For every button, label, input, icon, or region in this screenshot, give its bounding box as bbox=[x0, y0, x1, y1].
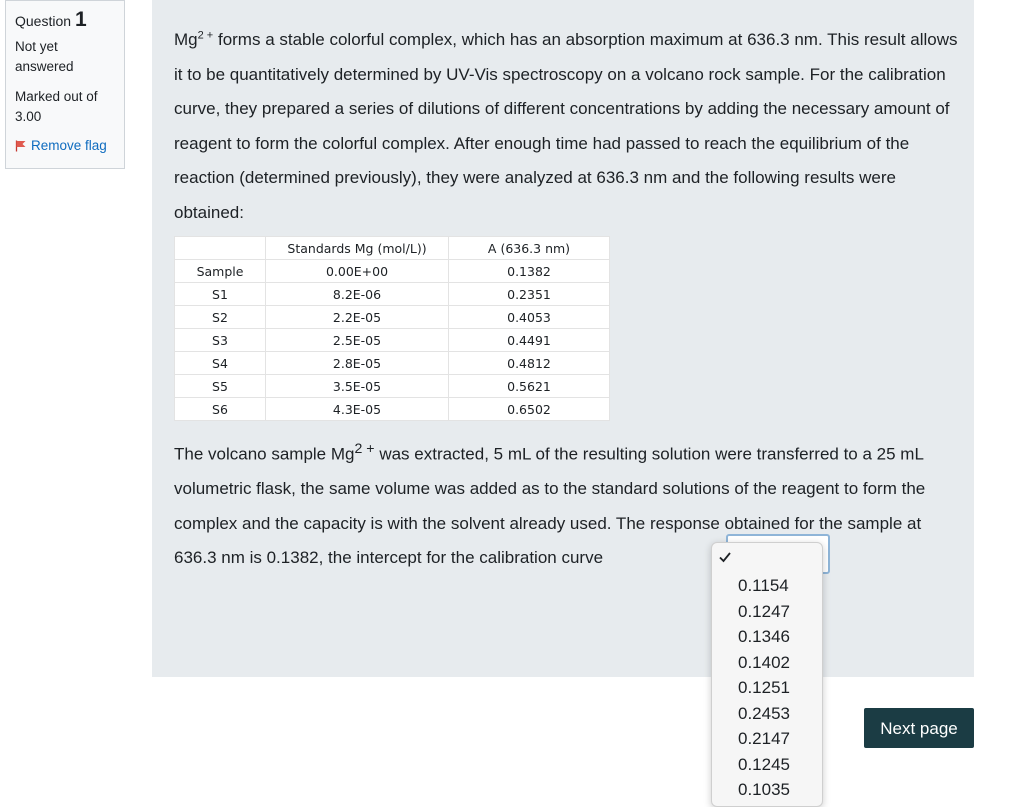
table-cell: 3.5E-05 bbox=[266, 375, 449, 398]
next-page-button[interactable]: Next page bbox=[864, 708, 974, 748]
dropdown-option[interactable]: 0.2147 bbox=[738, 729, 790, 748]
table-cell: Sample bbox=[175, 260, 266, 283]
table-cell: 0.1382 bbox=[449, 260, 610, 283]
dropdown-option[interactable]: 0.1346 bbox=[738, 627, 790, 646]
table-header-cell: Standards Mg (mol/L)) bbox=[266, 237, 449, 260]
table-cell: S2 bbox=[175, 306, 266, 329]
table-cell: 2.5E-05 bbox=[266, 329, 449, 352]
dropdown-option[interactable]: 0.1402 bbox=[738, 652, 790, 672]
table-cell: 2.8E-05 bbox=[266, 352, 449, 375]
table-cell: 2.2E-05 bbox=[266, 306, 449, 329]
table-cell: S4 bbox=[175, 352, 266, 375]
question-content bbox=[152, 0, 974, 677]
table-row bbox=[175, 260, 610, 283]
table-row bbox=[175, 306, 610, 329]
table-header-cell bbox=[175, 237, 266, 260]
question-followup-text: The volcano sample $Mg^{2 +}$ was extracted, 5 mL of the resulting solution were transferred to a 25 mL volumetric flask, the same volume was added as to the standard solutions of the reagent to form the complex and the capacity is with the solvent already used. The response obtained for the sample at 636.3 nm is 0.1382, the intercept for the calibration curve bbox=[174, 441, 926, 568]
table-cell: S1 bbox=[175, 283, 266, 306]
table-cell: 0.4053 bbox=[449, 306, 610, 329]
table-cell: S5 bbox=[175, 375, 266, 398]
question-number: Question 1 bbox=[15, 8, 87, 31]
table-cell: 4.3E-05 bbox=[266, 398, 449, 421]
table-header-row bbox=[175, 237, 610, 260]
table-cell: 0.2351 bbox=[449, 283, 610, 306]
checkmark-icon bbox=[718, 550, 732, 564]
table-row bbox=[175, 329, 610, 352]
dropdown-options bbox=[738, 573, 790, 803]
dropdown-option[interactable]: 0.1251 bbox=[738, 678, 790, 697]
table-cell: 8.2E-06 bbox=[266, 283, 449, 306]
remove-flag-label: Remove flag bbox=[31, 138, 107, 153]
dropdown-option[interactable]: 0.1154 bbox=[738, 576, 789, 595]
question-grade: Marked out of 3.00 bbox=[15, 89, 98, 124]
remove-flag-link[interactable] bbox=[15, 136, 115, 156]
table-row bbox=[175, 283, 610, 306]
table-cell: 0.4812 bbox=[449, 352, 610, 375]
table-cell: 0.5621 bbox=[449, 375, 610, 398]
dropdown-option[interactable]: 0.2453 bbox=[738, 703, 790, 723]
table-cell: S6 bbox=[175, 398, 266, 421]
table-cell: 0.00E+00 bbox=[266, 260, 449, 283]
table-cell: S3 bbox=[175, 329, 266, 352]
answer-dropdown-menu[interactable] bbox=[711, 542, 823, 807]
dropdown-option[interactable]: 0.1245 bbox=[738, 754, 790, 774]
question-state: Not yet answered bbox=[15, 39, 74, 74]
table-row bbox=[175, 398, 610, 421]
table-cell: 0.4491 bbox=[449, 329, 610, 352]
question-text: $Mg^{2 +}$ forms a stable colorful complex, which has an absorption maximum at 636.3 nm. This result allows it to be quantitatively determined by UV-Vis spectroscopy on a volcano rock sample. For the calibration curve, they prepared a series of dilutions of different concentrations by adding the necessary amount of reagent to form the colorful complex. After enough time had passed to reach the equilibrium of the reaction (determined previously), they were analyzed at 636.3 nm and the following results were obtained: bbox=[174, 29, 958, 222]
table-row bbox=[175, 352, 610, 375]
dropdown-option[interactable]: 0.1035 bbox=[738, 780, 790, 799]
calibration-table bbox=[174, 236, 610, 421]
flag-icon bbox=[15, 140, 27, 152]
table-cell: 0.6502 bbox=[449, 398, 610, 421]
table-header-cell: A (636.3 nm) bbox=[449, 237, 610, 260]
dropdown-option[interactable]: 0.1247 bbox=[738, 601, 790, 621]
question-info-panel bbox=[5, 0, 125, 169]
table-row bbox=[175, 375, 610, 398]
